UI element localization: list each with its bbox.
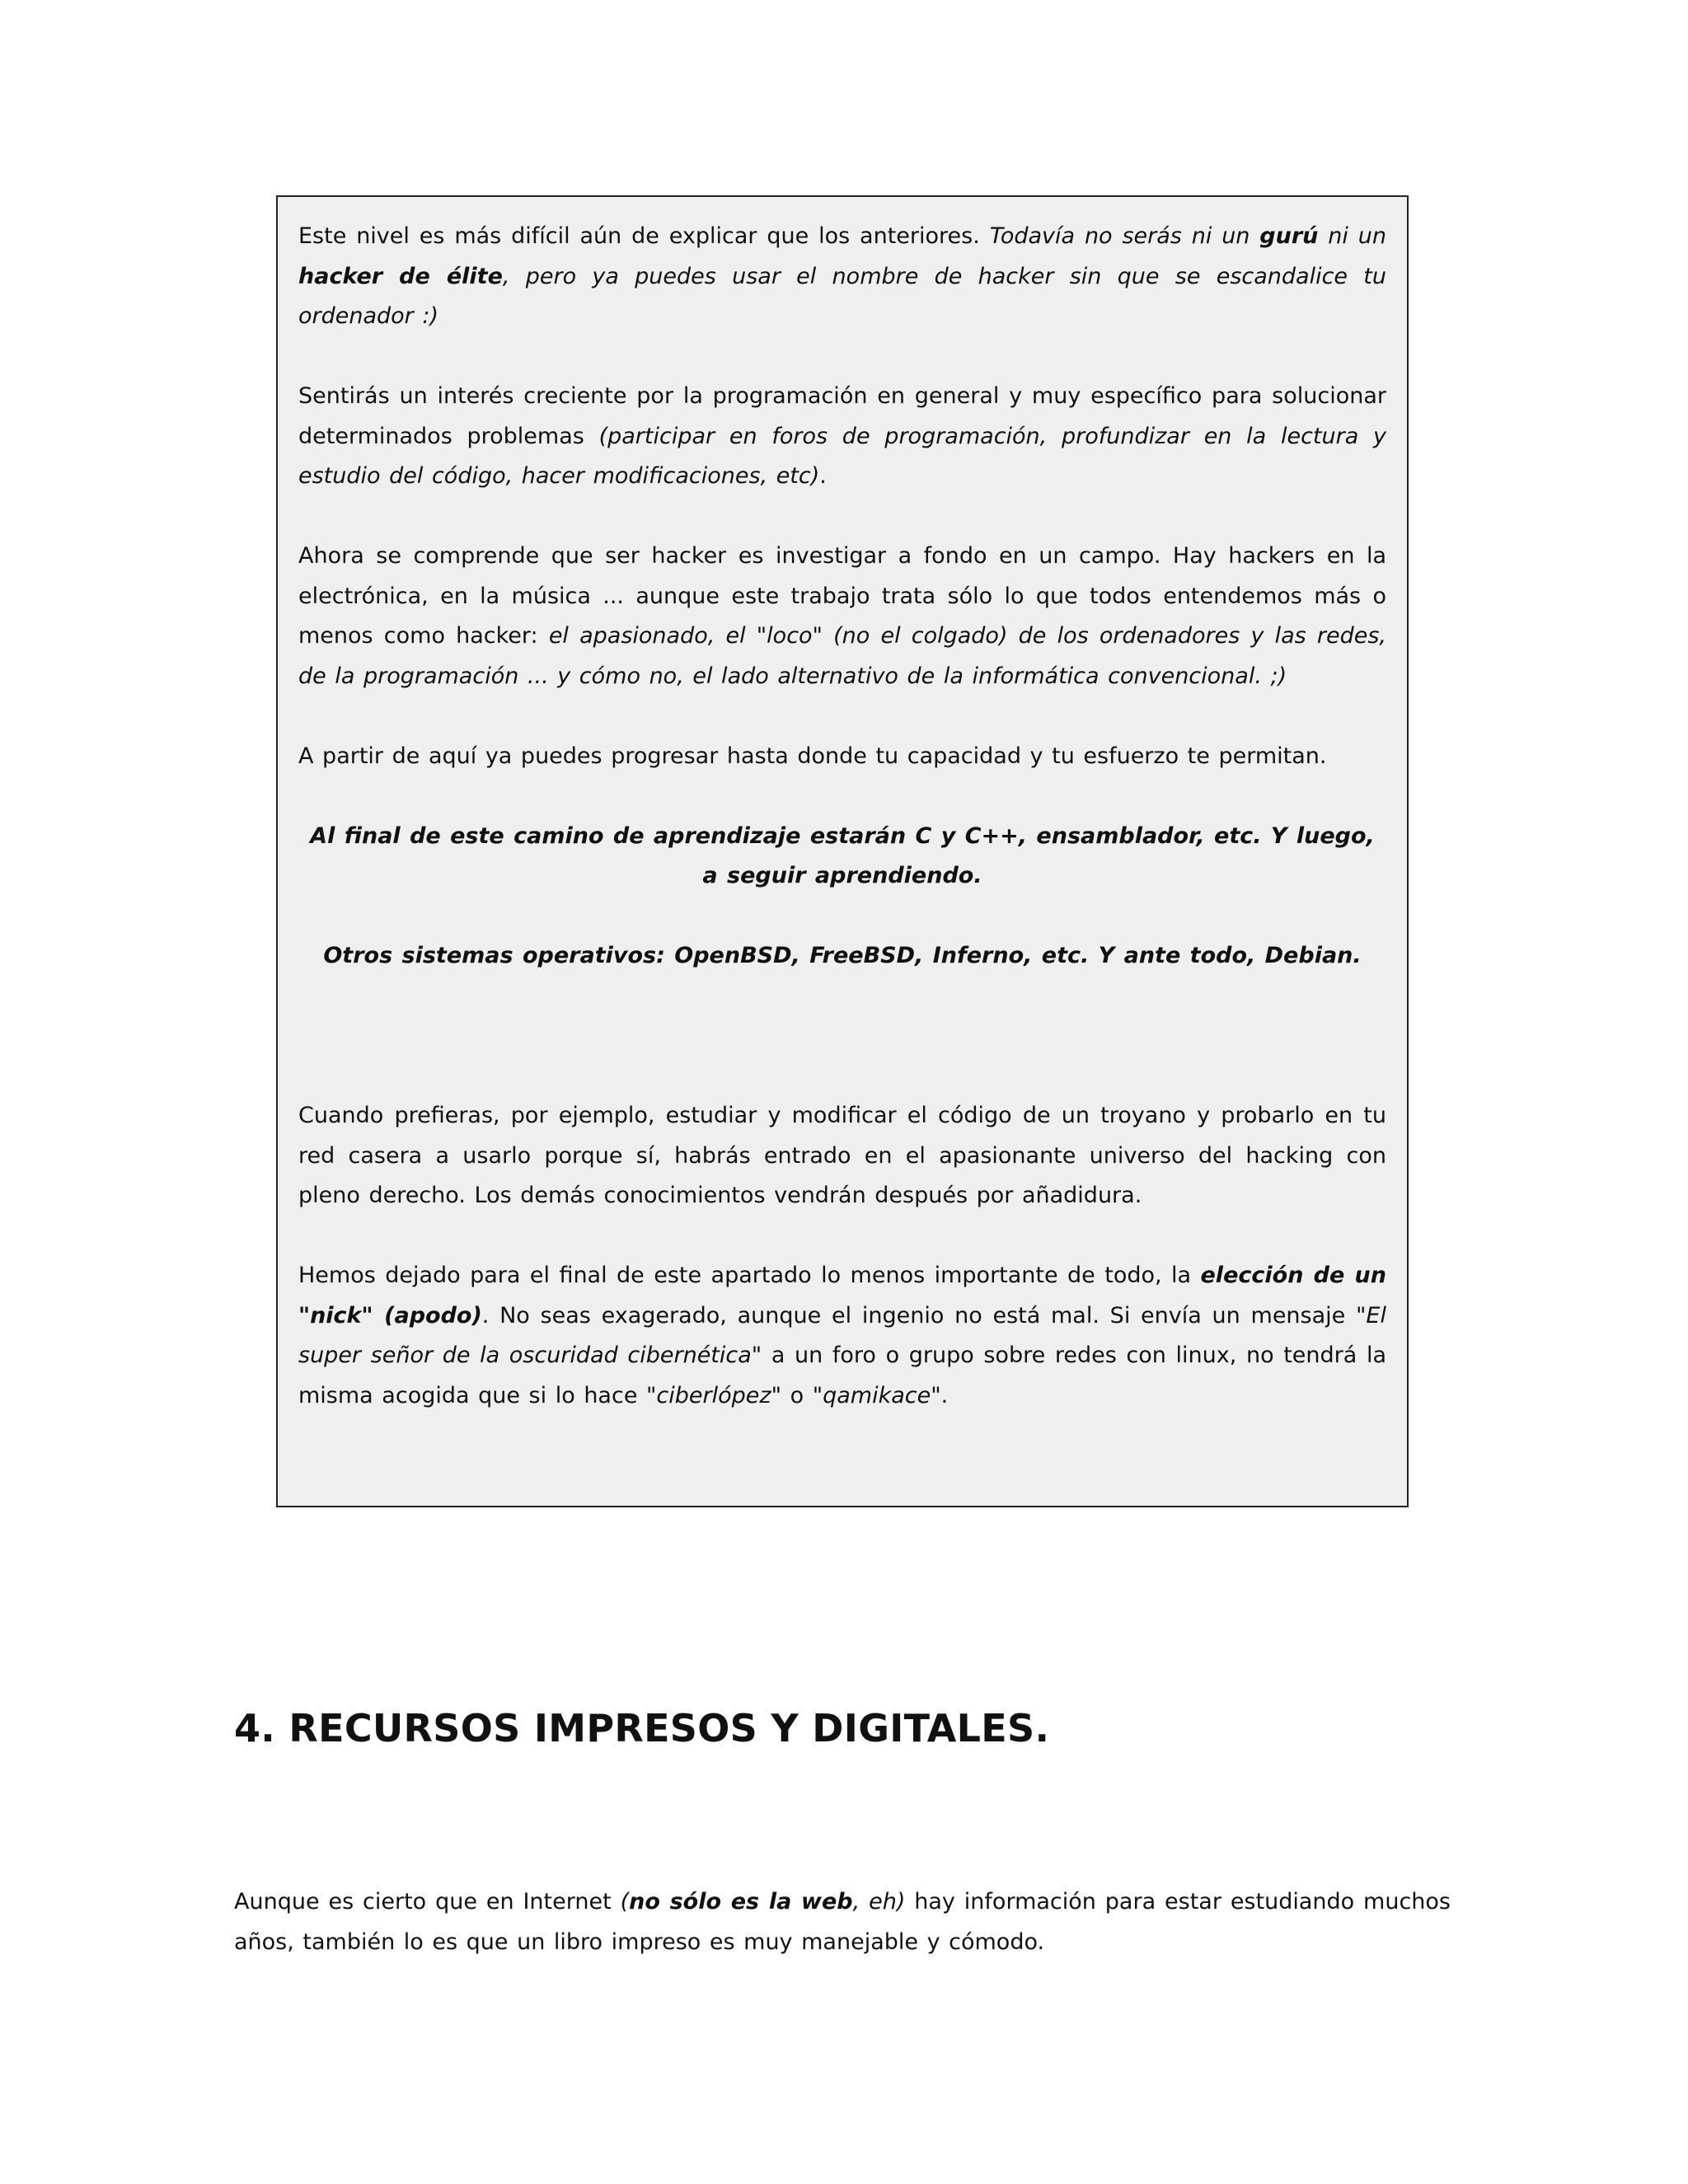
text-run: . (940, 1382, 949, 1408)
bold-italic-run: elección de un "nick" (apodo) (298, 1263, 1387, 1329)
text-run: o (781, 1382, 813, 1408)
text-run: hay información para estar estudiando muchos años, también lo es que un libro impreso es muy manejable y cómodo. (234, 1889, 1451, 1955)
italic-run: ( (620, 1889, 630, 1915)
text-run: Hemos dejado para el final de este apartado lo menos importante de todo, la (298, 1263, 1201, 1288)
bold-italic-run: hacker de élite (298, 263, 503, 289)
box-paragraph-7: Cuando prefieras, por ejemplo, estudiar y modificar el código de un troyano y probarlo en tu red casera a usarlo porque sí, habrás entrado en el apasionante universo del hacking con pleno derecho. Los demás conocimientos vendrán después por añadidura. (298, 1103, 1386, 1208)
box-paragraph-3 (298, 537, 1386, 696)
section-paragraph (234, 1882, 1451, 1962)
italic-run: Todavía no serás ni un (989, 223, 1260, 249)
box-paragraph-8 (298, 1256, 1386, 1416)
shaded-text-box (276, 195, 1409, 1507)
italic-run: (participar en foros de programación, profundizar en la lectura y estudio del código, hacer modificaciones, etc) (298, 423, 1386, 489)
section-heading: 4. RECURSOS IMPRESOS Y DIGITALES. (234, 1706, 1050, 1750)
italic-run: "qamikace" (812, 1382, 941, 1408)
text-run: Este nivel es más difícil aún de explicar que los anteriores. (298, 223, 990, 249)
text-run: Sentirás un interés creciente por la programación en general y muy específico para solucionar determinados problemas (298, 383, 1386, 449)
bold-italic-run: no sólo es la web (629, 1889, 853, 1915)
text-run: Aunque es cierto que en Internet (234, 1889, 621, 1915)
box-paragraph-2 (298, 377, 1386, 497)
italic-run: ni un (1318, 223, 1386, 249)
box-highlight-1: Al final de este camino de aprendizaje estarán C y C++, ensamblador, etc. Y luego, a seguir aprendiendo. (310, 823, 1375, 888)
box-paragraph-1 (298, 217, 1386, 337)
bold-italic-run: gurú (1259, 223, 1319, 249)
italic-run: , pero ya puedes usar el nombre de hacker sin que se escandalice tu ordenador :) (298, 263, 1387, 329)
text-run: . (819, 463, 827, 489)
italic-run: "El super señor de la oscuridad cibernética" (298, 1302, 1386, 1368)
text-run: a un foro o grupo sobre redes con linux, no tendrá la misma acogida que si lo hace (298, 1343, 1386, 1408)
italic-run: , eh) (852, 1889, 906, 1915)
box-paragraph-4: A partir de aquí ya puedes progresar hasta donde tu capacidad y tu esfuerzo te permitan. (298, 743, 1327, 769)
box-highlight-2: Otros sistemas operativos: OpenBSD, FreeBSD, Inferno, etc. Y ante todo, Debian. (323, 943, 1362, 968)
italic-run: el apasionado, el "loco" (no el colgado) de los ordenadores y las redes, de la programación ... y cómo no, el lado alternativo de la informática convencional. ;) (298, 623, 1386, 689)
text-run: . No seas exagerado, aunque el ingenio no está mal. Si envía un mensaje (481, 1302, 1357, 1329)
text-run: Ahora se comprende que ser hacker es investigar a fondo en un campo. Hay hackers en la electrónica, en la música ... aunque este trabajo trata sólo lo que todos entendemos más o menos como hacker: (298, 543, 1386, 649)
italic-run: "ciberlópez" (646, 1382, 781, 1408)
